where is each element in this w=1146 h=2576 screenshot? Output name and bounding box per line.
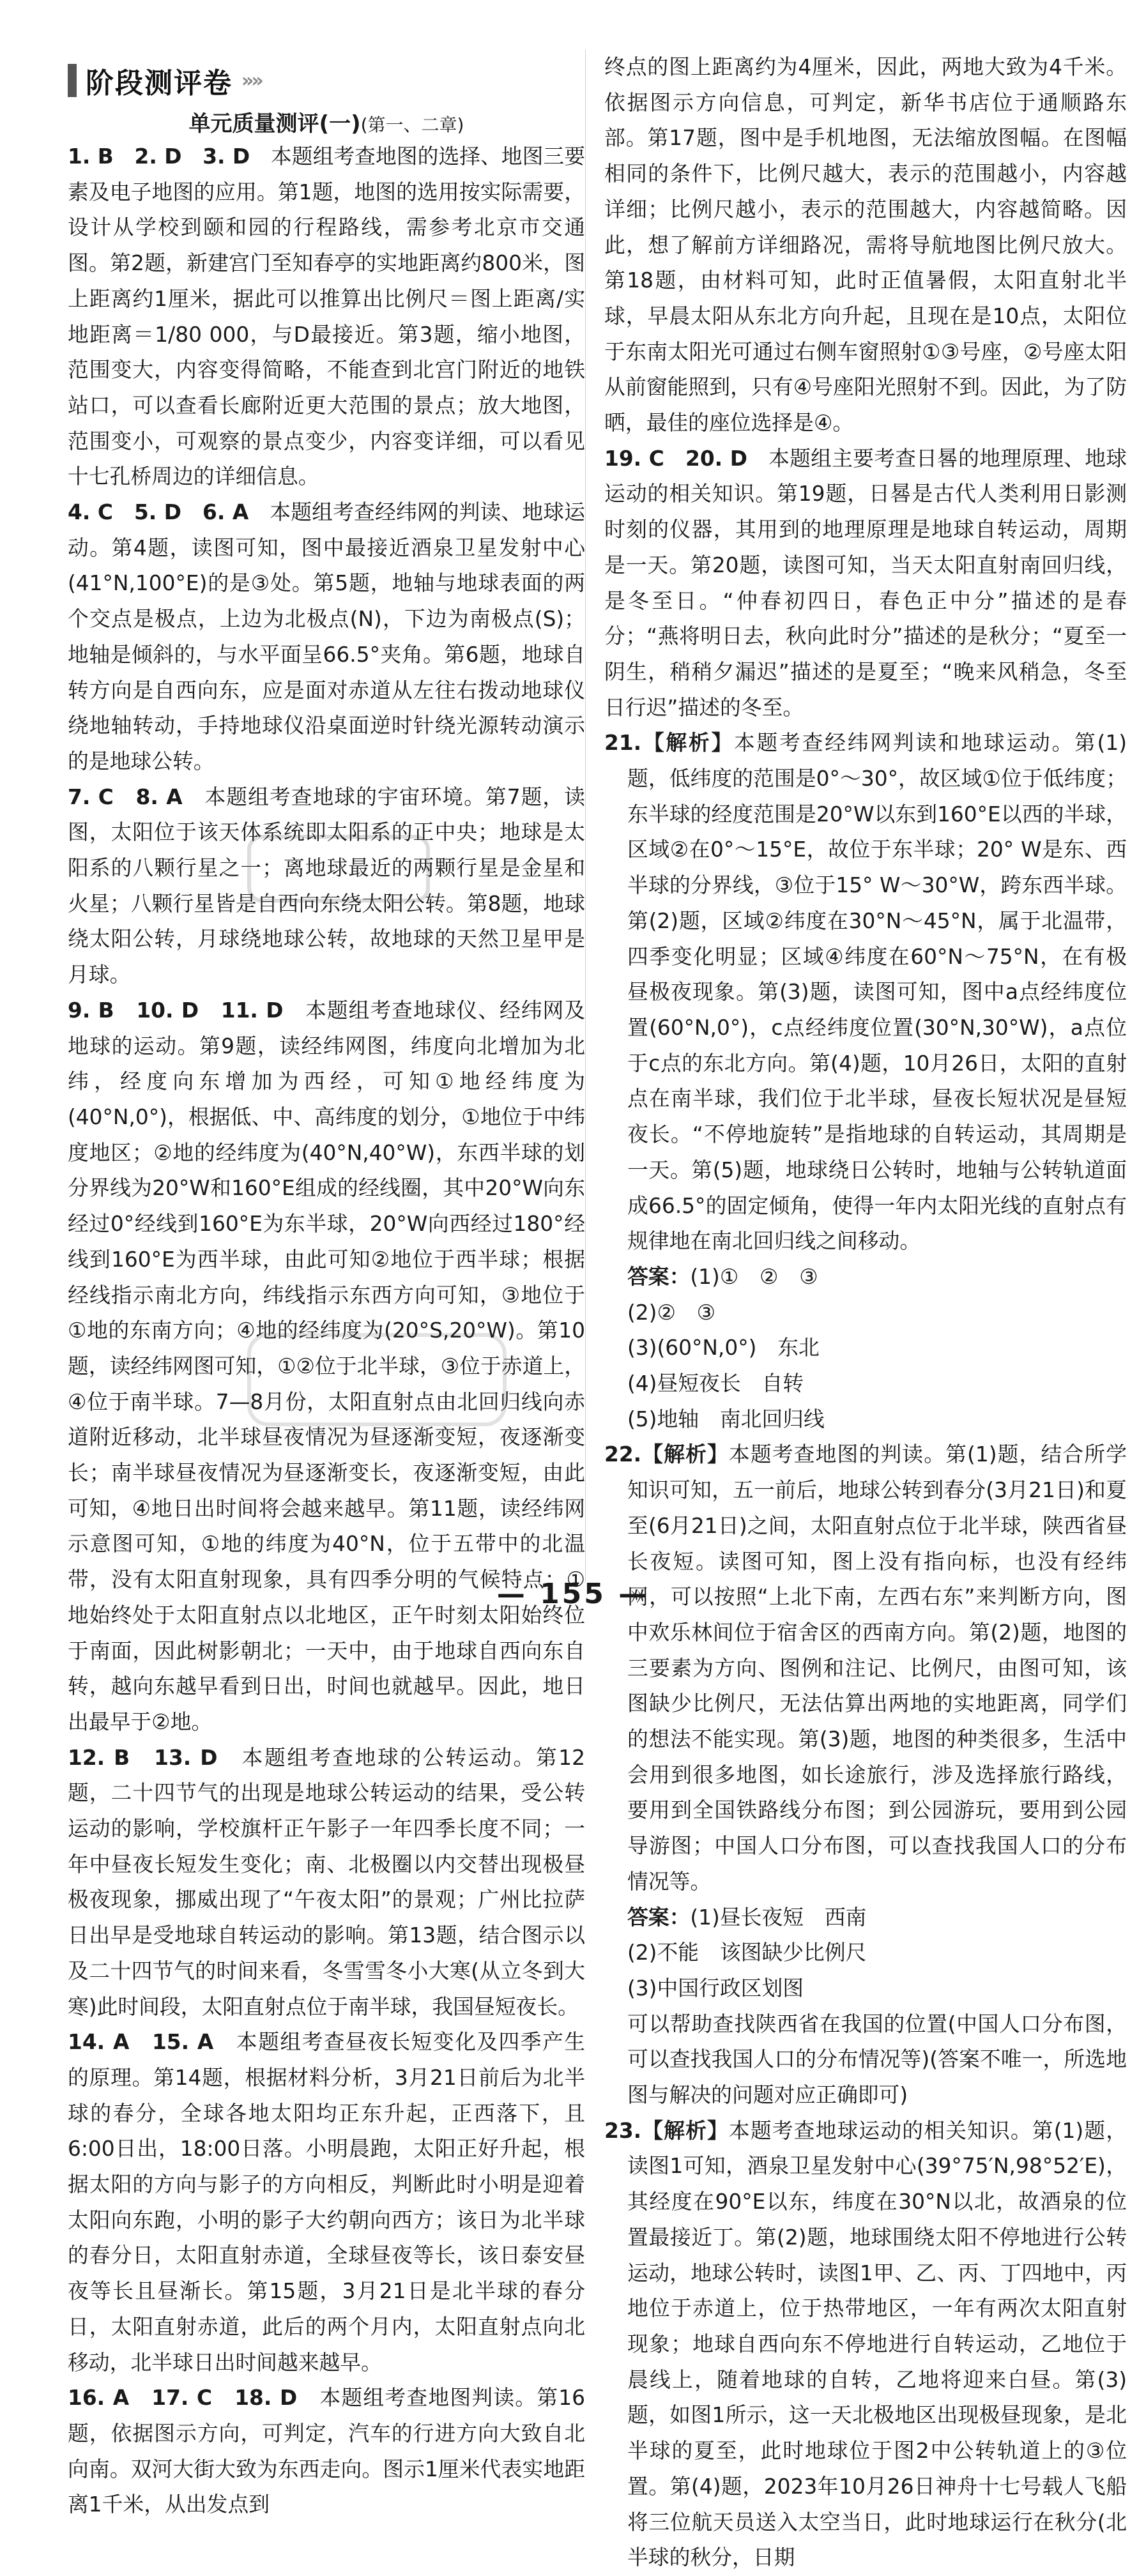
answer-group-16-18 [68,2381,585,2523]
section-header [68,61,261,100]
answer-line: (4)昼短夜长 自转 [627,1371,804,1396]
explanation-text: 本题组考查地图判读。第16题，依据图示方向，可判定，汽车的行进方向大致自北向南。双河大街大致为东西走向。图示1厘米代表实地距离1千米，从出发点到 [68,2386,586,2517]
answer-23 [604,2114,1127,2576]
explanation-text: 本题考查地图的判读。第(1)题，结合所学知识可知，五一前后，地球公转到春分(3月21日)和夏至(6月21日)之间，太阳直射点位于北半球，陕西省昼长夜短。读图可知，图上没有指向标，也没有经纬网，可以按照“上北下南，左西右东”来判断方向，图中欢乐林间位于宿舍区的西南方向。第(2)题，地图的三要素为方向、图例和注记、比例尺，由图可知，该图缺少比例尺，无法估算出两地的实地距离，同学们的想法不能实现。第(3)题，地图的种类很多，生活中会用到很多地图，如长途旅行，涉及选择旅行路线，要用到全国铁路线分布图；到公园游玩，要用到公园导游图；中国人口分布图，可以查找我国人口的分布情况等。 [627,1442,1127,1894]
explanation-text: 本题组考查昼夜长短变化及四季产生的原理。第14题，根据材料分析，3月21日前后为北半球的春分，全球各地太阳均正东升起，正西落下，且6:00日出，18:00日落。小明晨跑，太阳正好升起，根据太阳的方向与影子的方向相反，判断此时小明是迎着太阳向东跑，小明的影子大约朝向西方；该日为北半球的春分日，太阳直射赤道，全球昼夜等长，该日泰安昼夜等长且昼渐长。第15题，3月21日是北半球的春分日，太阳直射赤道，此后的两个月内，太阳直射点向北移动，北半球日出时间越来越早。 [68,2030,585,2375]
unit-title [68,106,585,137]
answer-line: (3)(60°N,0°) 东北 [627,1336,820,1360]
answer-line: (5)地轴 南北回归线 [627,1406,825,1431]
question-number: 23. [604,2118,642,2143]
question-numbers: 19. C 20. D [604,446,747,471]
question-numbers: 12. B 13. D [68,1745,218,1770]
answer-21 [604,726,1127,1260]
explanation-text: 本题考查经纬网判读和地球运动。第(1)题，低纬度的范围是0°～30°，故区域①位于低纬度；东半球的经度范围是20°W以东到160°E以西的半球，区域②在0°～15°E，故位于东半球；20° W是东、西半球的分界线，③位于15° W～30°W，跨东西半球。第(2)题，区域②纬度在30°N～45°N，属于北温带，四季变化明显；区域④纬度在60°N～75°N，在有极昼极夜现象。第(3)题，读图可知，图中a点经纬度位置(60°N,0°)，c点经纬度位置(30°N,30°W)，a点位于c点的东北方向。第(4)题，10月26日，太阳的直射点在南半球，我们位于北半球，昼夜长短状况是昼短夜长。“不停地旋转”是指地球的自转运动，其周期是一天。第(5)题，地球绕日公转时，地轴与公转轨道面成66.5°的固定倾角，使得一年内太阳光线的直射点有规律地在南北回归线之间移动。 [627,731,1127,1254]
explanation-text: 本题组主要考查日晷的地理原理、地球运动的相关知识。第19题，日晷是古代人类利用日影测时刻的仪器，其用到的地理原理是地球自转运动，周期是一天。第20题，读图可知，当天太阳直射南回归线，是冬至日。“仲春初四日，春色正中分”描述的是春分；“燕将明日去，秋向此时分”描述的是秋分；“夏至一阴生，稍稍夕漏迟”描述的是夏至；“晚来风稍急，冬至日行迟”描述的冬至。 [604,446,1127,720]
question-numbers: 9. B 10. D 11. D [68,998,284,1023]
answer-group-9-11 [68,993,585,1741]
explanation-text: 本题考查地球运动的相关知识。第(1)题，读图1可知，酒泉卫星发射中心(39°75′N,98°52′E)，其经度在90°E以东，纬度在30°N以北，故酒泉的位置最接近丁。第(2)题，地球围绕太阳不停地进行公转运动，地球公转时，读图1甲、乙、丙、丁四地中，丙地位于赤道上，位于热带地区，一年有两次太阳直射现象；地球自西向东不停地进行自转运动，乙地位于晨线上，随着地球的自转，乙地将迎来白昼。第(3)题，如图1所示，这一天北极地区出现极昼现象，是北半球的夏至，此时地球位于图2中公转轨道上的③位置。第(4)题，2023年10月26日神舟十七号载人飞船将三位航天员送入太空当日，此时地球运行在秋分(北半球的秋分，日期 [627,2118,1127,2570]
explanation-text: 本题组考查地球的宇宙环境。第7题，读图，太阳位于该天体系统即太阳系的正中央；地球是太阳系的八颗行星之一；离地球最近的两颗行星是金星和火星；八颗行星皆是自西向东绕太阳公转。第8题，地球绕太阳公转，月球绕地球公转，故地球的天然卫星甲是月球。 [68,784,585,987]
answer-line: (1)昼长夜短 西南 [690,1905,867,1930]
section-title: 阶段测评卷 [86,67,233,100]
answer-22 [604,1437,1127,1900]
left-column [68,139,585,2523]
explanation-text: 本题组考查经纬网的判读、地球运动。第4题，读图可知，图中最接近酒泉卫星发射中心(41°N,100°E)的是③处。第5题，地轴与地球表面的两个交点是极点，上边为北极点(N)，下边为南极点(S)；地轴是倾斜的，与水平面呈66.5°夹角。第6题，地球自转方向是自西向东，应是面对赤道从左往右拨动地球仪绕地轴转动，手持地球仪沿桌面逆时针绕光源转动演示的是地球公转。 [68,500,585,774]
answer-group-16-18-continued [604,50,1127,441]
chevron-right-icon: »» [241,69,261,92]
explanation-text: 本题组考查地球仪、经纬网及地球的运动。第9题，读经纬网图，纬度向北增加为北纬，经度向东增加为西经，可知①地经纬度为(40°N,0°)，根据低、中、高纬度的划分，①地位于中纬度地区；②地的经纬度为(40°N,40°W)，东西半球的划分界线为20°W和160°E组成的经线圈，其中20°W向东经过0°经线到160°E为东半球，20°W向西经过180°经线到160°E为西半球，由此可知②地位于西半球；根据经线指示南北方向，纬线指示东西方向可知，③地位于①地的东南方向；④地的经纬度为(20°S,20°W)。第10题，读经纬网图可知，①②位于北半球，③位于赤道上，④位于南半球。7—8月份，太阳直射点由北回归线向赤道附近移动，北半球昼夜情况为昼逐渐变短，夜逐渐变长；南半球昼夜情况为昼逐渐变长，夜逐渐变短，由此可知，④地日出时间将会越来越早。第11题，读经纬网示意图可知，①地的纬度为40°N，位于五带中的北温带，没有太阳直射现象，具有四季分明的气候特点；①地始终处于太阳直射点以北地区，正午时刻太阳始终位于南面，因此树影朝北；一天中，由于地球自西向东自转，越向东越早看到日出，时间也就越早。因此，地日出最早于②地。 [68,998,585,1734]
page-number: — 155 — [496,1578,650,1610]
answer-line: (2)不能 该图缺少比例尺 [627,1940,867,1965]
analysis-label: 【解析】 [641,731,734,756]
unit-title-main: 单元质量测评(一) [188,111,361,137]
right-column [604,50,1127,2576]
unit-title-sub: (第一、二章) [360,114,464,135]
answer-label: 答案： [627,1905,691,1930]
question-numbers: 16. A 17. C 18. D [68,2386,298,2411]
analysis-label: 【解析】 [641,1442,729,1467]
answer-group-14-15 [68,2025,585,2381]
analysis-label: 【解析】 [641,2118,729,2143]
answer-group-12-13 [68,1741,585,2025]
answer-line: (1)① ② ③ [690,1264,818,1289]
answer-21-key [604,1260,1127,1438]
question-numbers: 1. B 2. D 3. D [68,144,250,169]
explanation-text: 终点的图上距离约为4厘米，因此，两地大致为4千米。依据图示方向信息，可判定，新华书店位于通顺路东部。第17题，图中是手机地图，无法缩放图幅。在图幅相同的条件下，比例尺越大，表示的范围越小，内容越详细；比例尺越小，表示的范围越大，内容越简略。因此，想了解前方详细路况，需将导航地图比例尺放大。第18题，由材料可知，此时正值暑假，太阳直射北半球，早晨太阳从东北方向升起，且现在是10点，太阳位于东南太阳光可通过右侧车窗照射①③号座，②号座太阳从前窗能照到，只有④号座阳光照射不到。因此，为了防晒，最佳的座位选择是④。 [604,55,1127,436]
answer-group-19-20 [604,441,1127,726]
answer-label: 答案： [627,1264,691,1289]
question-number: 21. [604,731,642,756]
explanation-text: 本题组考查地球的公转运动。第12题，二十四节气的出现是地球公转运动的结果，受公转运动的影响，学校旗杆正午影子一年四季长度不同；一年中昼夜长短发生变化；南、北极圈以内交替出现极昼极夜现象，挪威出现了“午夜太阳”的景观；广州比拉萨日出早是受地球自转运动的影响。第13题，结合图示以及二十四节气的时间来看，冬雪雪冬小大寒(从立冬到大寒)此时间段，太阳直射点位于南半球，我国昼短夜长。 [68,1745,586,2019]
question-numbers: 4. C 5. D 6. A [68,500,249,525]
question-numbers: 14. A 15. A [68,2030,214,2055]
answer-group-4-6 [68,495,585,780]
answer-group-1-3 [68,139,585,495]
answer-line: 可以帮助查找陕西省在我国的位置(中国人口分布图，可以查找我国人口的分布情况等)(答案不唯一，所选地图与解决的问题对应正确即可) [627,2011,1127,2108]
header-bar [68,64,77,97]
question-number: 22. [604,1442,642,1467]
answer-22-key [604,1900,1127,2114]
column-divider [585,50,586,1583]
answer-line: (2)② ③ [627,1300,716,1325]
answer-line: (3)中国行政区划图 [627,1976,804,2001]
question-numbers: 7. C 8. A [68,784,183,809]
answer-group-7-8 [68,780,585,993]
explanation-text: 本题组考查地图的选择、地图三要素及电子地图的应用。第1题，地图的选用按实际需要，设计从学校到颐和园的行程路线，需参考北京市交通图。第2题，新建宫门至知春亭的实地距离约800米，图上距离约1厘米，据此可以推算出比例尺＝图上距离/实地距离＝1/80 000，与D最接近。第3题，缩小地图，范围变大，内容变得简略，不能查到北宫门附近的地铁站口，可以查看长廊附近更大范围的景点；放大地图，范围变小，可观察的景点变少，内容变详细，可以看见十七孔桥周边的详细信息。 [68,144,585,489]
